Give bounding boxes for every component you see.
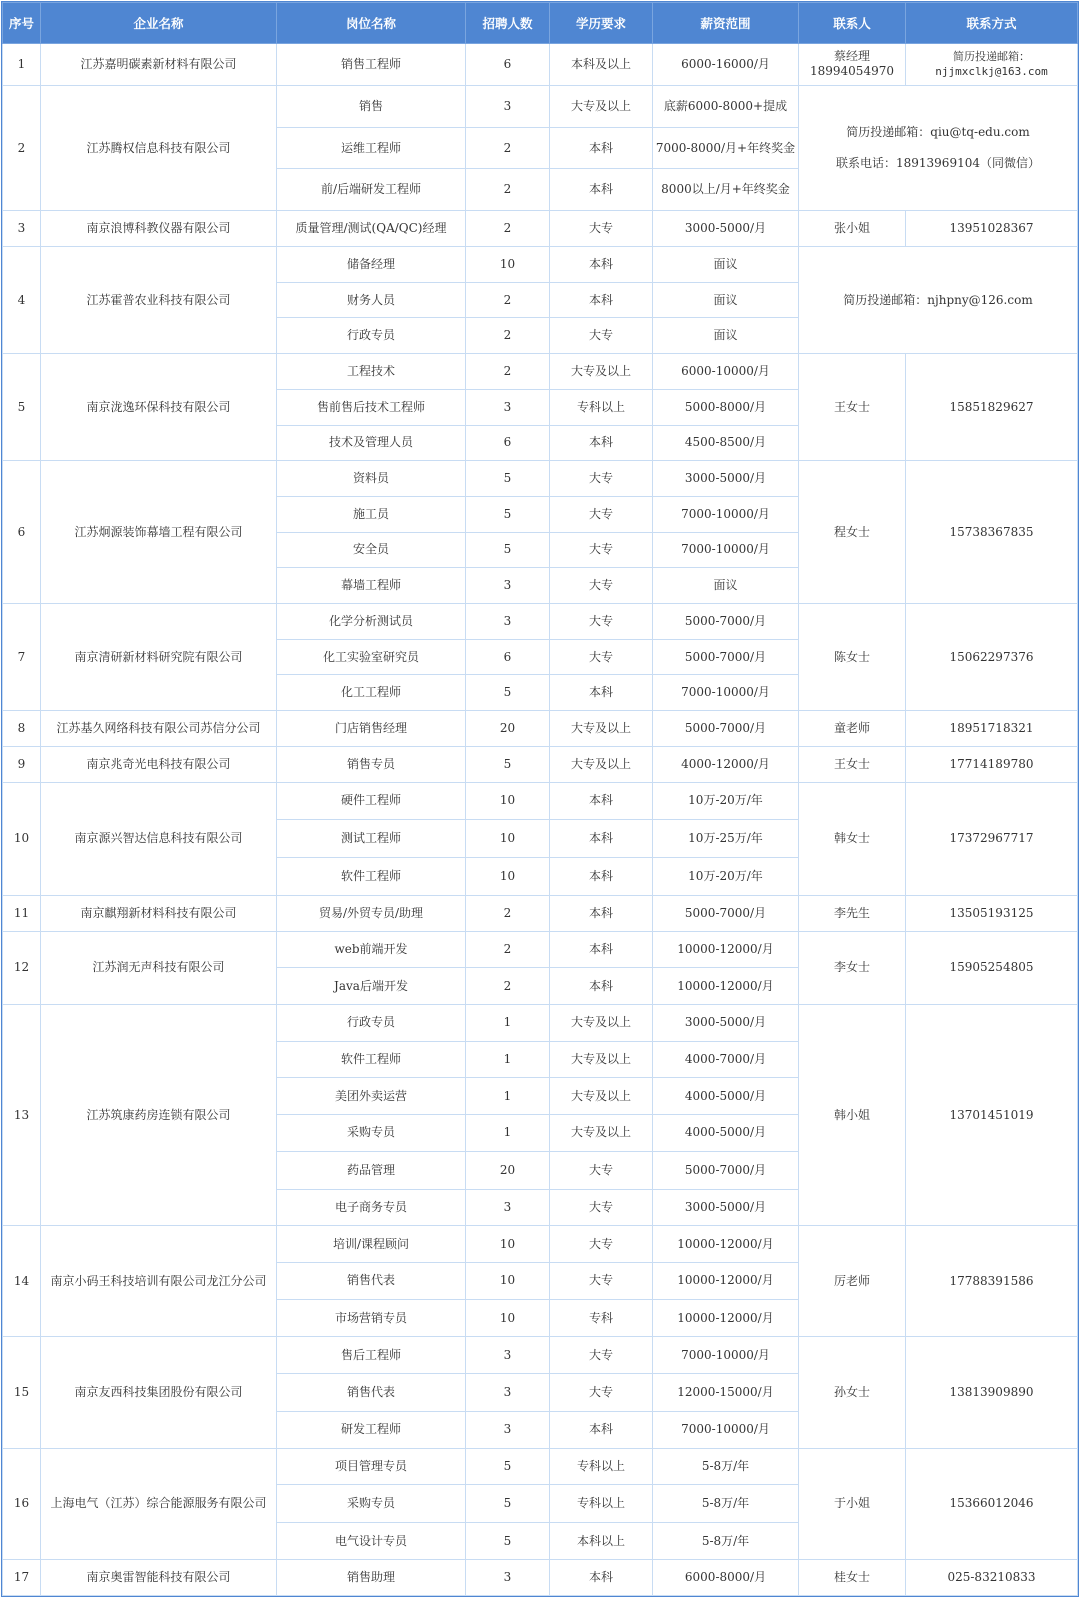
education-cell: 本科 [550,858,653,896]
salary-cell: 3000-5000/月 [653,1004,799,1041]
headcount-cell: 2 [466,282,550,318]
salary-cell: 6000-16000/月 [653,44,799,86]
row-number-cell: 1 [3,44,41,86]
contact-method-line: 13505193125 [949,905,1034,920]
contact-person-line: 厉老师 [833,1273,870,1288]
education-cell: 本科 [550,820,653,858]
education-cell: 本科 [550,169,653,211]
position-cell: 销售 [277,85,466,127]
education-cell: 大专及以上 [550,354,653,390]
header-salary: 薪资范围 [653,3,799,44]
contact-method-line: 简历投递邮箱： [953,50,1030,64]
header-no: 序号 [3,3,41,44]
row-number-cell: 15 [3,1337,41,1448]
table-row [3,895,1078,931]
headcount-cell: 5 [466,1448,550,1485]
contact-person-cell [799,895,906,931]
education-cell: 大专及以上 [550,85,653,127]
table-row [3,44,1078,86]
salary-cell: 10万-20万/年 [653,782,799,820]
headcount-cell: 3 [466,389,550,425]
education-cell: 大专 [550,1189,653,1226]
position-cell: 测试工程师 [277,820,466,858]
education-cell: 本科 [550,1559,653,1595]
position-cell: 采购专员 [277,1115,466,1152]
contact-person-line: 王女士 [833,756,870,771]
contact-person-line: 韩女士 [833,831,870,846]
salary-cell: 10000-12000/月 [653,931,799,968]
contact-method-line: 17372967717 [949,831,1034,846]
contact-person-cell [799,461,906,604]
company-name-cell: 南京麒翔新材料科技有限公司 [41,895,277,931]
education-cell: 专科以上 [550,1448,653,1485]
contact-person-cell [799,746,906,782]
education-cell: 大专及以上 [550,1115,653,1152]
contact-person-cell [799,1004,906,1225]
position-cell: Java后端开发 [277,968,466,1005]
position-cell: 技术及管理人员 [277,425,466,461]
salary-cell: 5000-7000/月 [653,604,799,640]
position-cell: 项目管理专员 [277,1448,466,1485]
contact-method-cell [906,354,1078,461]
salary-cell: 5-8万/年 [653,1448,799,1485]
headcount-cell: 6 [466,425,550,461]
contact-person-cell [799,44,906,86]
education-cell: 大专 [550,1226,653,1263]
headcount-cell: 5 [466,675,550,711]
table-row [3,1337,1078,1374]
row-number-cell: 5 [3,354,41,461]
contact-person-line: 孙女士 [833,1385,870,1400]
contact-person-line: 陈女士 [833,649,870,664]
contact-person-cell [799,1226,906,1337]
headcount-cell: 1 [466,1115,550,1152]
contact-method-cell [906,1337,1078,1448]
headcount-cell: 5 [466,1485,550,1523]
salary-cell: 3000-5000/月 [653,1189,799,1226]
salary-cell: 3000-5000/月 [653,211,799,247]
headcount-cell: 10 [466,858,550,896]
education-cell: 大专 [550,604,653,640]
education-cell: 本科 [550,247,653,283]
position-cell: 工程技术 [277,354,466,390]
salary-cell: 12000-15000/月 [653,1374,799,1412]
education-cell: 大专 [550,639,653,675]
contact-person-line: 18994054970 [810,64,894,79]
salary-cell: 10万-25万/年 [653,820,799,858]
headcount-cell: 6 [466,639,550,675]
contact-method-cell [906,604,1078,711]
contact-person-line: 韩小姐 [833,1107,870,1122]
education-cell: 大专 [550,1374,653,1412]
position-cell: 销售代表 [277,1374,466,1412]
contact-method-cell [906,461,1078,604]
contact-person-cell [799,782,906,895]
education-cell: 本科 [550,127,653,169]
contact-line: 简历投递邮箱：qiu@tq-edu.com [846,125,1030,140]
header-position: 岗位名称 [277,3,466,44]
company-name-cell: 南京清研新材料研究院有限公司 [41,604,277,711]
salary-cell: 4000-5000/月 [653,1078,799,1115]
headcount-cell: 3 [466,1559,550,1595]
row-number-cell: 17 [3,1559,41,1595]
row-number-cell: 9 [3,746,41,782]
education-cell: 大专 [550,532,653,568]
position-cell: 电子商务专员 [277,1189,466,1226]
salary-cell: 7000-10000/月 [653,675,799,711]
company-name-cell: 南京兆奇光电科技有限公司 [41,746,277,782]
headcount-cell: 3 [466,1374,550,1412]
position-cell: 储备经理 [277,247,466,283]
position-cell: 行政专员 [277,318,466,354]
salary-cell: 5000-7000/月 [653,711,799,747]
contact-person-line: 蔡经理 [833,49,870,64]
position-cell: 销售专员 [277,746,466,782]
education-cell: 大专 [550,1263,653,1300]
salary-cell: 7000-8000/月+年终奖金 [653,127,799,169]
contact-method-line: 13951028367 [949,221,1034,236]
education-cell: 本科及以上 [550,44,653,86]
salary-cell: 5-8万/年 [653,1523,799,1560]
salary-cell: 4500-8500/月 [653,425,799,461]
contact-person-cell [799,1448,906,1559]
education-cell: 本科 [550,1411,653,1448]
table-row [3,247,1078,283]
salary-cell: 5000-7000/月 [653,1151,799,1189]
table-row [3,1004,1078,1041]
headcount-cell: 3 [466,1337,550,1374]
education-cell: 大专及以上 [550,1078,653,1115]
contact-method-line: njjmxclkj@163.com [935,65,1048,79]
contact-person-line: 张小姐 [833,221,870,236]
company-name-cell: 南京友西科技集团股份有限公司 [41,1337,277,1448]
headcount-cell: 3 [466,1411,550,1448]
contact-person-line: 李女士 [833,960,870,975]
headcount-cell: 5 [466,746,550,782]
contact-method-line: 17714189780 [949,756,1034,771]
contact-person-cell [799,1559,906,1595]
salary-cell: 面议 [653,282,799,318]
headcount-cell: 2 [466,968,550,1005]
headcount-cell: 3 [466,85,550,127]
salary-cell: 8000以上/月+年终奖金 [653,169,799,211]
row-number-cell: 10 [3,782,41,895]
table-row [3,85,1078,127]
position-cell: 门店销售经理 [277,711,466,747]
table-row [3,782,1078,820]
education-cell: 大专 [550,1337,653,1374]
company-name-cell: 江苏筑康药房连锁有限公司 [41,1004,277,1225]
company-name-cell: 南京奥雷智能科技有限公司 [41,1559,277,1595]
headcount-cell: 2 [466,354,550,390]
salary-cell: 10000-12000/月 [653,1299,799,1337]
position-cell: 前/后端研发工程师 [277,169,466,211]
contact-method-cell [906,1226,1078,1337]
position-cell: 行政专员 [277,1004,466,1041]
contact-method-cell [906,931,1078,1004]
salary-cell: 10000-12000/月 [653,1263,799,1300]
row-number-cell: 16 [3,1448,41,1559]
headcount-cell: 10 [466,247,550,283]
contact-method-line: 13701451019 [949,1107,1034,1122]
education-cell: 大专及以上 [550,711,653,747]
contact-method-cell [906,211,1078,247]
row-number-cell: 11 [3,895,41,931]
headcount-cell: 1 [466,1041,550,1078]
table-row [3,1559,1078,1595]
row-number-cell: 12 [3,931,41,1004]
salary-cell: 底薪6000-8000+提成 [653,85,799,127]
education-cell: 本科 [550,282,653,318]
education-cell: 本科以上 [550,1523,653,1560]
table-row [3,354,1078,390]
row-number-cell: 14 [3,1226,41,1337]
table-row [3,211,1078,247]
position-cell: 培训/课程顾问 [277,1226,466,1263]
contact-method-line: 15738367835 [949,524,1034,539]
contact-person-cell [799,604,906,711]
company-name-cell: 南京源兴智达信息科技有限公司 [41,782,277,895]
position-cell: 化工工程师 [277,675,466,711]
education-cell: 本科 [550,968,653,1005]
contact-method-cell [906,1559,1078,1595]
row-number-cell: 7 [3,604,41,711]
salary-cell: 7000-10000/月 [653,1411,799,1448]
salary-cell: 6000-10000/月 [653,354,799,390]
headcount-cell: 1 [466,1078,550,1115]
company-name-cell: 江苏嘉明碳素新材料有限公司 [41,44,277,86]
headcount-cell: 1 [466,1004,550,1041]
contact-person-cell [799,711,906,747]
header-company: 企业名称 [41,3,277,44]
contact-merged-cell [799,247,1078,354]
headcount-cell: 5 [466,532,550,568]
row-number-cell: 3 [3,211,41,247]
contact-method-cell [906,1448,1078,1559]
education-cell: 专科以上 [550,389,653,425]
salary-cell: 10000-12000/月 [653,1226,799,1263]
salary-cell: 4000-5000/月 [653,1115,799,1152]
contact-person-line: 桂女士 [833,1569,870,1584]
position-cell: 软件工程师 [277,1041,466,1078]
company-name-cell: 南京小码王科技培训有限公司龙江分公司 [41,1226,277,1337]
headcount-cell: 10 [466,1226,550,1263]
company-name-cell: 江苏霍普农业科技有限公司 [41,247,277,354]
headcount-cell: 2 [466,127,550,169]
contact-person-line: 童老师 [833,721,870,735]
table-row [3,1448,1078,1485]
contact-method-line: 18951718321 [949,721,1034,735]
salary-cell: 5000-8000/月 [653,389,799,425]
salary-cell: 10000-12000/月 [653,968,799,1005]
contact-line: 简历投递邮箱：njhpny@126.com [843,292,1033,307]
contact-person-line: 王女士 [833,399,870,414]
education-cell: 大专 [550,496,653,532]
position-cell: 运维工程师 [277,127,466,169]
contact-method-line: 13813909890 [949,1385,1034,1400]
header-headcount: 招聘人数 [466,3,550,44]
job-listing-table [2,2,1078,1596]
company-name-cell: 江苏润无声科技有限公司 [41,931,277,1004]
contact-method-line: 15905254805 [949,960,1034,975]
contact-person-line: 程女士 [833,524,870,539]
table-row [3,931,1078,968]
position-cell: 化学分析测试员 [277,604,466,640]
headcount-cell: 2 [466,318,550,354]
headcount-cell: 3 [466,1189,550,1226]
headcount-cell: 20 [466,711,550,747]
education-cell: 专科以上 [550,1485,653,1523]
table-row [3,711,1078,747]
education-cell: 大专 [550,211,653,247]
position-cell: web前端开发 [277,931,466,968]
table-row [3,1226,1078,1263]
position-cell: 质量管理/测试(QA/QC)经理 [277,211,466,247]
position-cell: 采购专员 [277,1485,466,1523]
company-name-cell: 江苏炯源装饰幕墙工程有限公司 [41,461,277,604]
salary-cell: 4000-12000/月 [653,746,799,782]
contact-method-line: 15851829627 [949,399,1034,414]
company-name-cell: 江苏腾权信息科技有限公司 [41,85,277,210]
contact-method-cell [906,711,1078,747]
position-cell: 电气设计专员 [277,1523,466,1560]
headcount-cell: 6 [466,44,550,86]
contact-person-cell [799,211,906,247]
salary-cell: 面议 [653,247,799,283]
contact-method-line: 17788391586 [949,1273,1034,1288]
header-contact-method: 联系方式 [906,3,1078,44]
position-cell: 售前售后技术工程师 [277,389,466,425]
salary-cell: 4000-7000/月 [653,1041,799,1078]
headcount-cell: 3 [466,568,550,604]
table-row [3,746,1078,782]
position-cell: 硬件工程师 [277,782,466,820]
position-cell: 售后工程师 [277,1337,466,1374]
salary-cell: 6000-8000/月 [653,1559,799,1595]
headcount-cell: 2 [466,169,550,211]
contact-method-cell [906,44,1078,86]
contact-method-line: 15062297376 [949,649,1034,664]
contact-method-cell [906,746,1078,782]
position-cell: 销售代表 [277,1263,466,1300]
education-cell: 大专及以上 [550,746,653,782]
position-cell: 药品管理 [277,1151,466,1189]
position-cell: 市场营销专员 [277,1299,466,1337]
salary-cell: 5000-7000/月 [653,895,799,931]
company-name-cell: 南京浪博科教仪器有限公司 [41,211,277,247]
education-cell: 本科 [550,895,653,931]
contact-method-cell [906,782,1078,895]
position-cell: 财务人员 [277,282,466,318]
education-cell: 大专及以上 [550,1004,653,1041]
position-cell: 研发工程师 [277,1411,466,1448]
row-number-cell: 2 [3,85,41,210]
salary-cell: 5-8万/年 [653,1485,799,1523]
contact-person-cell [799,931,906,1004]
education-cell: 大专 [550,1151,653,1189]
education-cell: 本科 [550,931,653,968]
contact-line: 联系电话：18913969104（同微信） [836,156,1040,171]
contact-person-cell [799,354,906,461]
contact-method-line: 15366012046 [949,1496,1034,1511]
headcount-cell: 2 [466,211,550,247]
header-education: 学历要求 [550,3,653,44]
table-row [3,461,1078,497]
position-cell: 软件工程师 [277,858,466,896]
education-cell: 本科 [550,425,653,461]
contact-person-cell [799,1337,906,1448]
headcount-cell: 2 [466,895,550,931]
salary-cell: 10万-20万/年 [653,858,799,896]
salary-cell: 3000-5000/月 [653,461,799,497]
education-cell: 本科 [550,675,653,711]
contact-method-line: 025-83210833 [947,1569,1036,1584]
position-cell: 幕墙工程师 [277,568,466,604]
position-cell: 施工员 [277,496,466,532]
education-cell: 大专 [550,318,653,354]
headcount-cell: 5 [466,1523,550,1560]
salary-cell: 面议 [653,568,799,604]
position-cell: 资料员 [277,461,466,497]
position-cell: 美团外卖运营 [277,1078,466,1115]
headcount-cell: 5 [466,496,550,532]
contact-method-cell [906,1004,1078,1225]
salary-cell: 5000-7000/月 [653,639,799,675]
headcount-cell: 10 [466,1299,550,1337]
row-number-cell: 4 [3,247,41,354]
education-cell: 大专 [550,461,653,497]
salary-cell: 7000-10000/月 [653,496,799,532]
contact-method-cell [906,895,1078,931]
education-cell: 专科 [550,1299,653,1337]
table-body [3,44,1078,1596]
row-number-cell: 8 [3,711,41,747]
position-cell: 销售工程师 [277,44,466,86]
headcount-cell: 5 [466,461,550,497]
education-cell: 大专 [550,568,653,604]
company-name-cell: 上海电气（江苏）综合能源服务有限公司 [41,1448,277,1559]
salary-cell: 7000-10000/月 [653,532,799,568]
headcount-cell: 3 [466,604,550,640]
position-cell: 安全员 [277,532,466,568]
salary-cell: 7000-10000/月 [653,1337,799,1374]
education-cell: 本科 [550,782,653,820]
row-number-cell: 6 [3,461,41,604]
header-contact-person: 联系人 [799,3,906,44]
headcount-cell: 10 [466,782,550,820]
position-cell: 贸易/外贸专员/助理 [277,895,466,931]
company-name-cell: 南京泷逸环保科技有限公司 [41,354,277,461]
company-name-cell: 江苏基久网络科技有限公司苏信分公司 [41,711,277,747]
salary-cell: 面议 [653,318,799,354]
headcount-cell: 2 [466,931,550,968]
contact-person-line: 李先生 [833,905,870,920]
headcount-cell: 20 [466,1151,550,1189]
headcount-cell: 10 [466,1263,550,1300]
position-cell: 销售助理 [277,1559,466,1595]
contact-merged-cell [799,85,1078,210]
table-row [3,604,1078,640]
row-number-cell: 13 [3,1004,41,1225]
position-cell: 化工实验室研究员 [277,639,466,675]
header-row [3,3,1078,44]
headcount-cell: 10 [466,820,550,858]
contact-person-line: 于小姐 [833,1496,870,1511]
education-cell: 大专及以上 [550,1041,653,1078]
